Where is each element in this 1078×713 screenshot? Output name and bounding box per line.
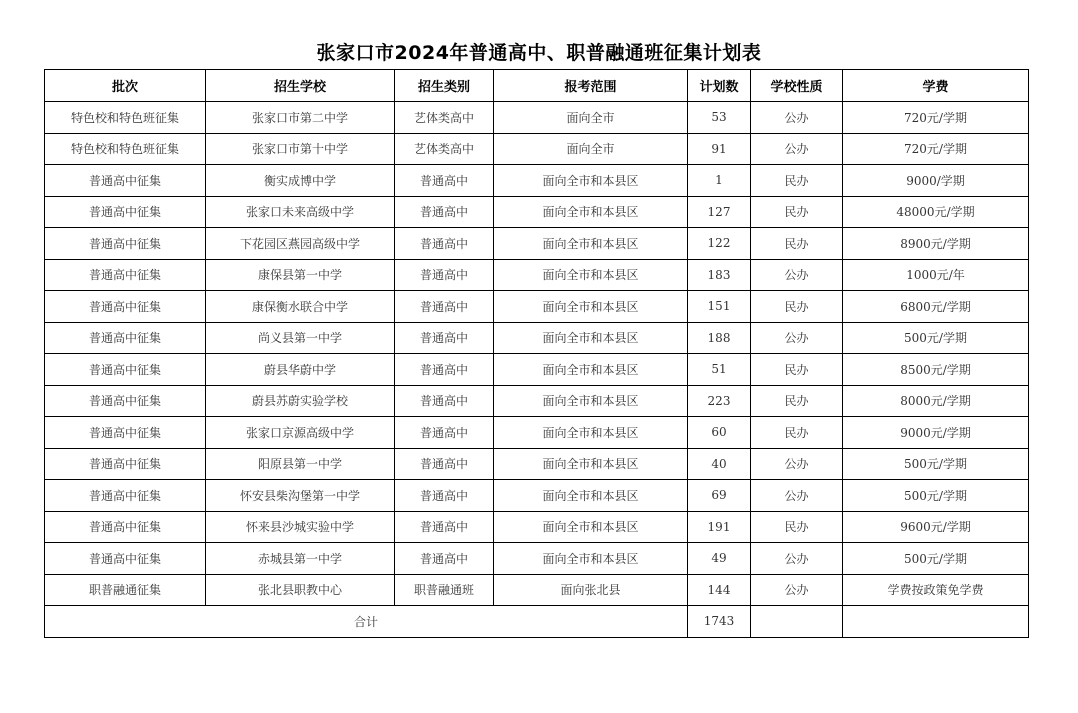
plan-table (44, 69, 1029, 638)
cell-fee: 8000元/学期 (843, 385, 1029, 417)
cell-fee: 6800元/学期 (843, 291, 1029, 323)
cell-nature: 民办 (751, 417, 843, 449)
table-row (45, 259, 1029, 291)
cell-nature: 公办 (751, 574, 843, 606)
cell-nature: 公办 (751, 448, 843, 480)
table-row (45, 102, 1029, 134)
cell-scope: 面向全市和本县区 (494, 291, 688, 323)
cell-category: 普通高中 (395, 291, 494, 323)
cell-nature: 公办 (751, 133, 843, 165)
table-row (45, 385, 1029, 417)
cell-scope: 面向全市和本县区 (494, 259, 688, 291)
table-row (45, 228, 1029, 260)
cell-school: 尚义县第一中学 (206, 322, 395, 354)
cell-school: 张家口市第十中学 (206, 133, 395, 165)
cell-category: 普通高中 (395, 196, 494, 228)
cell-plan: 69 (688, 480, 751, 512)
cell-nature: 公办 (751, 480, 843, 512)
cell-batch: 特色校和特色班征集 (45, 133, 206, 165)
cell-batch: 普通高中征集 (45, 322, 206, 354)
column-header-fee: 学费 (843, 70, 1029, 102)
cell-batch: 普通高中征集 (45, 417, 206, 449)
cell-category: 普通高中 (395, 511, 494, 543)
cell-fee: 9000元/学期 (843, 417, 1029, 449)
table-row (45, 354, 1029, 386)
cell-scope: 面向全市和本县区 (494, 228, 688, 260)
cell-plan: 191 (688, 511, 751, 543)
cell-category: 职普融通班 (395, 574, 494, 606)
cell-category: 普通高中 (395, 259, 494, 291)
cell-plan: 144 (688, 574, 751, 606)
cell-school: 阳原县第一中学 (206, 448, 395, 480)
total-nature (751, 606, 843, 638)
cell-fee: 48000元/学期 (843, 196, 1029, 228)
cell-nature: 公办 (751, 102, 843, 134)
cell-school: 张家口未来高级中学 (206, 196, 395, 228)
cell-batch: 普通高中征集 (45, 228, 206, 260)
cell-nature: 民办 (751, 196, 843, 228)
cell-batch: 特色校和特色班征集 (45, 102, 206, 134)
cell-nature: 民办 (751, 228, 843, 260)
table-row (45, 480, 1029, 512)
page-title: 张家口市2024年普通高中、职普融通班征集计划表 (316, 42, 762, 64)
cell-batch: 普通高中征集 (45, 259, 206, 291)
cell-school: 康保衡水联合中学 (206, 291, 395, 323)
cell-category: 普通高中 (395, 354, 494, 386)
cell-nature: 民办 (751, 511, 843, 543)
cell-batch: 普通高中征集 (45, 291, 206, 323)
cell-school: 怀来县沙城实验中学 (206, 511, 395, 543)
cell-fee: 500元/学期 (843, 448, 1029, 480)
cell-category: 普通高中 (395, 448, 494, 480)
table-body (45, 102, 1029, 606)
cell-scope: 面向全市和本县区 (494, 448, 688, 480)
cell-batch: 普通高中征集 (45, 543, 206, 575)
cell-school: 衡实成博中学 (206, 165, 395, 197)
table-row (45, 511, 1029, 543)
cell-school: 蔚县华蔚中学 (206, 354, 395, 386)
cell-fee: 8500元/学期 (843, 354, 1029, 386)
cell-plan: 49 (688, 543, 751, 575)
cell-school: 张家口京源高级中学 (206, 417, 395, 449)
cell-nature: 公办 (751, 543, 843, 575)
cell-scope: 面向全市 (494, 133, 688, 165)
cell-category: 普通高中 (395, 322, 494, 354)
column-header-nature: 学校性质 (751, 70, 843, 102)
table-row (45, 291, 1029, 323)
cell-category: 普通高中 (395, 480, 494, 512)
cell-plan: 53 (688, 102, 751, 134)
cell-batch: 普通高中征集 (45, 385, 206, 417)
cell-scope: 面向全市和本县区 (494, 354, 688, 386)
cell-school: 张家口市第二中学 (206, 102, 395, 134)
cell-school: 怀安县柴沟堡第一中学 (206, 480, 395, 512)
table-row (45, 322, 1029, 354)
header-row (45, 70, 1029, 102)
cell-scope: 面向全市和本县区 (494, 385, 688, 417)
cell-plan: 91 (688, 133, 751, 165)
cell-scope: 面向全市和本县区 (494, 196, 688, 228)
cell-scope: 面向全市和本县区 (494, 322, 688, 354)
table-row (45, 574, 1029, 606)
cell-scope: 面向全市和本县区 (494, 511, 688, 543)
cell-batch: 普通高中征集 (45, 448, 206, 480)
cell-fee: 500元/学期 (843, 322, 1029, 354)
cell-scope: 面向全市 (494, 102, 688, 134)
total-label: 合计 (45, 606, 688, 638)
cell-nature: 民办 (751, 354, 843, 386)
cell-category: 普通高中 (395, 165, 494, 197)
total-row (45, 606, 1029, 638)
cell-batch: 普通高中征集 (45, 196, 206, 228)
cell-category: 艺体类高中 (395, 133, 494, 165)
cell-fee: 8900元/学期 (843, 228, 1029, 260)
cell-scope: 面向全市和本县区 (494, 165, 688, 197)
cell-batch: 普通高中征集 (45, 354, 206, 386)
cell-nature: 民办 (751, 291, 843, 323)
cell-fee: 9600元/学期 (843, 511, 1029, 543)
total-plan: 1743 (688, 606, 751, 638)
table-row (45, 133, 1029, 165)
cell-fee: 500元/学期 (843, 480, 1029, 512)
table-row (45, 196, 1029, 228)
column-header-scope: 报考范围 (494, 70, 688, 102)
table-row (45, 448, 1029, 480)
cell-nature: 民办 (751, 165, 843, 197)
cell-nature: 公办 (751, 322, 843, 354)
cell-scope: 面向全市和本县区 (494, 417, 688, 449)
cell-scope: 面向张北县 (494, 574, 688, 606)
cell-school: 张北县职教中心 (206, 574, 395, 606)
cell-plan: 40 (688, 448, 751, 480)
cell-school: 赤城县第一中学 (206, 543, 395, 575)
cell-batch: 普通高中征集 (45, 480, 206, 512)
cell-category: 普通高中 (395, 543, 494, 575)
cell-plan: 127 (688, 196, 751, 228)
cell-plan: 188 (688, 322, 751, 354)
table-row (45, 543, 1029, 575)
cell-plan: 51 (688, 354, 751, 386)
cell-plan: 183 (688, 259, 751, 291)
cell-category: 普通高中 (395, 417, 494, 449)
cell-school: 康保县第一中学 (206, 259, 395, 291)
cell-scope: 面向全市和本县区 (494, 543, 688, 575)
column-header-school: 招生学校 (206, 70, 395, 102)
cell-scope: 面向全市和本县区 (494, 480, 688, 512)
column-header-category: 招生类别 (395, 70, 494, 102)
cell-plan: 1 (688, 165, 751, 197)
column-header-batch: 批次 (45, 70, 206, 102)
total-fee (843, 606, 1029, 638)
cell-nature: 公办 (751, 259, 843, 291)
cell-fee: 500元/学期 (843, 543, 1029, 575)
table-row (45, 417, 1029, 449)
cell-plan: 122 (688, 228, 751, 260)
cell-batch: 普通高中征集 (45, 511, 206, 543)
cell-plan: 60 (688, 417, 751, 449)
table-row (45, 165, 1029, 197)
cell-fee: 学费按政策免学费 (843, 574, 1029, 606)
cell-fee: 720元/学期 (843, 102, 1029, 134)
column-header-plan: 计划数 (688, 70, 751, 102)
cell-school: 下花园区燕园高级中学 (206, 228, 395, 260)
cell-batch: 普通高中征集 (45, 165, 206, 197)
cell-fee: 1000元/年 (843, 259, 1029, 291)
cell-category: 普通高中 (395, 385, 494, 417)
cell-batch: 职普融通征集 (45, 574, 206, 606)
cell-nature: 民办 (751, 385, 843, 417)
cell-category: 艺体类高中 (395, 102, 494, 134)
cell-fee: 720元/学期 (843, 133, 1029, 165)
cell-category: 普通高中 (395, 228, 494, 260)
cell-school: 蔚县苏蔚实验学校 (206, 385, 395, 417)
cell-plan: 223 (688, 385, 751, 417)
cell-fee: 9000/学期 (843, 165, 1029, 197)
cell-plan: 151 (688, 291, 751, 323)
